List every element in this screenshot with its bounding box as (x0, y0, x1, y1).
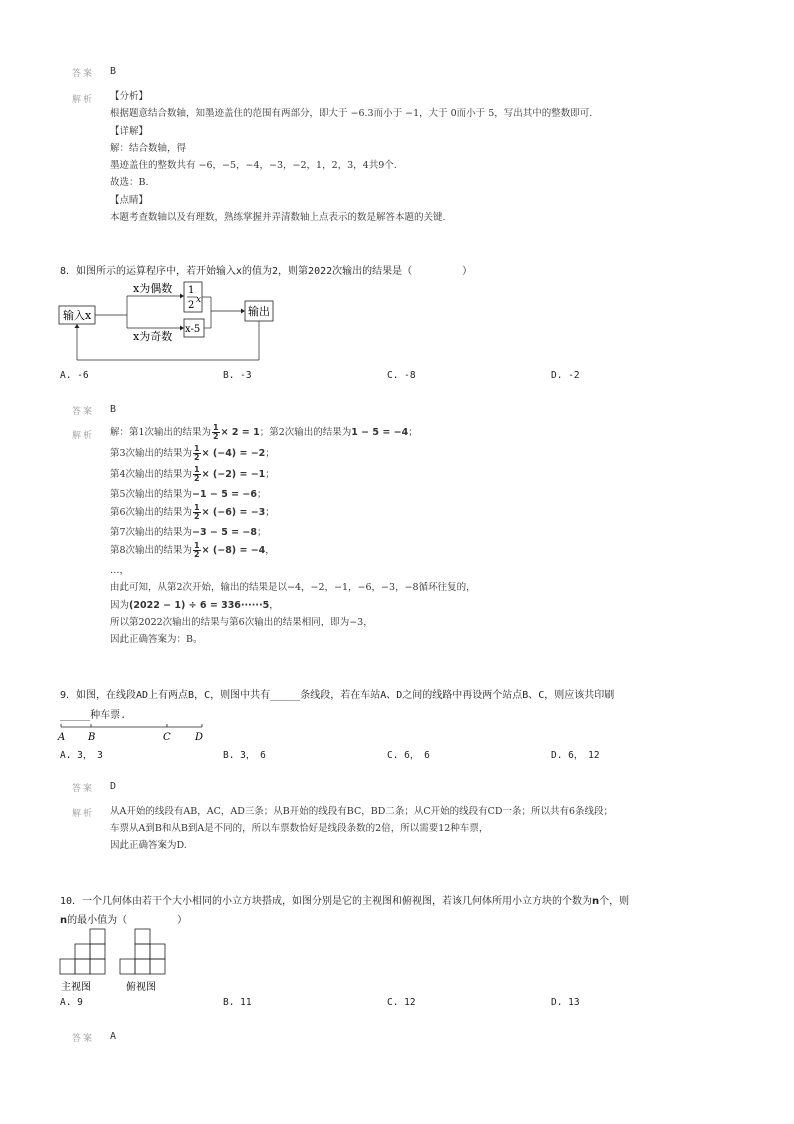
q9-option-d: D. 6， 12 (551, 750, 600, 761)
output-label: 输出 (248, 305, 270, 318)
half-num: 1 (188, 285, 195, 296)
q7-line-6: 【点睛】 (110, 195, 149, 206)
q8-answer: B (110, 404, 117, 415)
q8-line-1: 解：第1次输出的结果为 $\frac{1}{2}$ × 2 = 1；第2次输出的结果为1 − 5 = −4； (110, 423, 418, 441)
q9-option-b: B. 3， 6 (223, 750, 266, 761)
point-b: B (88, 732, 96, 743)
q9-answer-tag: 答案 (72, 784, 95, 794)
q10-option-b: B. 11 (223, 997, 252, 1008)
q7-line-5: 故选：B. (110, 177, 149, 188)
q8-line-10: 因为(2022 − 1) ÷ 6 = 336······5， (110, 600, 279, 611)
q7-line-3: 解：结合数轴，得 (110, 143, 187, 154)
odd-label: x为奇数 (133, 330, 173, 343)
minus-expr: x-5 (185, 324, 201, 335)
q8-line-3: 第4次输出的结果为 $\frac{1}{2}$ × (−2) = −1； (110, 465, 275, 483)
q10-answer-tag: 答案 (72, 1034, 95, 1044)
q9-option-a: A. 3， 3 (60, 750, 103, 761)
q8-option-d: D. -2 (551, 370, 580, 381)
q10-answer: A (110, 1031, 117, 1042)
even-label: x为偶数 (133, 282, 173, 295)
q9-segment-diagram (56, 721, 212, 743)
q7-line-7: 本题考查数轴以及有理数，熟练掌握并弄清数轴上点表示的数是解答本题的关键. (110, 212, 446, 223)
q9-question-line1: 9．如图，在线段AD上有两点B，C，则图中共有_____条线段，若在车站A、D之间的线路中再设两个站点B、C，则应该共印刷 (60, 690, 615, 701)
q8-option-a: A. -6 (60, 370, 89, 381)
q8-line-6: 第7次输出的结果为−3 − 5 = −8； (110, 527, 267, 538)
q8-line-9: 由此可知，从第2次开始，输出的结果是以−4，−2，−1，−6，−3，−8循环往复的， (110, 582, 476, 593)
front-view-label: 主视图 (61, 982, 91, 993)
q7-line-0: 【分析】 (110, 91, 149, 102)
q8-line-11: 所以第2022次输出的结果与第6次输出的结果相同，即为−3， (110, 617, 373, 628)
q8-line-7: 第8次输出的结果为 $\frac{1}{2}$ × (−8) = −4， (110, 541, 275, 559)
q8-option-b: B. -3 (223, 370, 252, 381)
q10-option-c: C. 12 (387, 997, 416, 1008)
q9-answer: D (110, 781, 117, 792)
point-c: C (163, 732, 171, 743)
q7-analysis-tag: 解析 (72, 95, 95, 105)
point-d: D (195, 732, 204, 743)
top-view-label: 俯视图 (126, 982, 156, 993)
q9-line-0: 从A开始的线段有AB，AC，AD三条；从B开始的线段有BC，BD二条；从C开始的线段有CD一条；所以共有6条线段； (110, 806, 614, 817)
front-view (60, 929, 105, 974)
q9-option-c: C. 6， 6 (387, 750, 430, 761)
q7-line-2: 【详解】 (110, 126, 149, 137)
q7-line-4: 墨迹盖住的整数共有 −6，−5，−4，−3，−2，1，2，3，4共9个. (110, 160, 397, 171)
q8-line-4: 第5次输出的结果为−1 − 5 = −6； (110, 489, 267, 500)
q8-analysis-tag: 解析 (72, 431, 95, 441)
q7-answer-tag: 答案 (72, 69, 95, 79)
half-var: x (196, 295, 202, 305)
q8-flow-diagram (55, 278, 280, 363)
q10-question-line1: 10．一个几何体由若干个大小相同的小立方块搭成，如图分别是它的主视图和俯视图，若该几何体所用小立方块的个数为n个，则 (60, 896, 630, 907)
q9-line-1: 车票从A到B和从B到A是不同的，所以车票数恰好是线段条数的2倍，所以需要12种车票， (110, 823, 489, 834)
q8-question: 8．如图所示的运算程序中，若开始输入x的值为2，则第2022次输出的结果是（ ） (60, 266, 473, 277)
q8-line-5: 第6次输出的结果为 $\frac{1}{2}$ × (−6) = −3； (110, 503, 275, 521)
q8-line-12: 因此正确答案为：B。 (110, 634, 203, 645)
q8-option-c: C. -8 (387, 370, 416, 381)
half-den: 2 (188, 300, 195, 311)
q10-option-d: D. 13 (551, 997, 580, 1008)
q8-answer-tag: 答案 (72, 407, 95, 417)
q9-question-line2: _____种车票. (60, 710, 127, 721)
q7-line-1: 根据题意结合数轴，知墨迹盖住的范围有两部分，即大于 −6.3而小于 −1，大于 0而小于 5，写出其中的整数即可. (110, 108, 593, 119)
input-label: 输入x (63, 309, 92, 322)
q8-line-8: …， (110, 565, 130, 576)
q10-views-diagram (56, 927, 182, 995)
top-view (120, 929, 165, 974)
q7-answer: B (110, 66, 117, 77)
q9-line-2: 因此正确答案为D. (110, 840, 187, 851)
q10-question-line2: n的最小值为（ ） (60, 915, 188, 926)
q8-line-2: 第3次输出的结果为 $\frac{1}{2}$ × (−4) = −2； (110, 444, 275, 462)
q9-analysis-tag: 解析 (72, 809, 95, 819)
q10-option-a: A. 9 (60, 997, 83, 1008)
point-a: A (58, 732, 66, 743)
